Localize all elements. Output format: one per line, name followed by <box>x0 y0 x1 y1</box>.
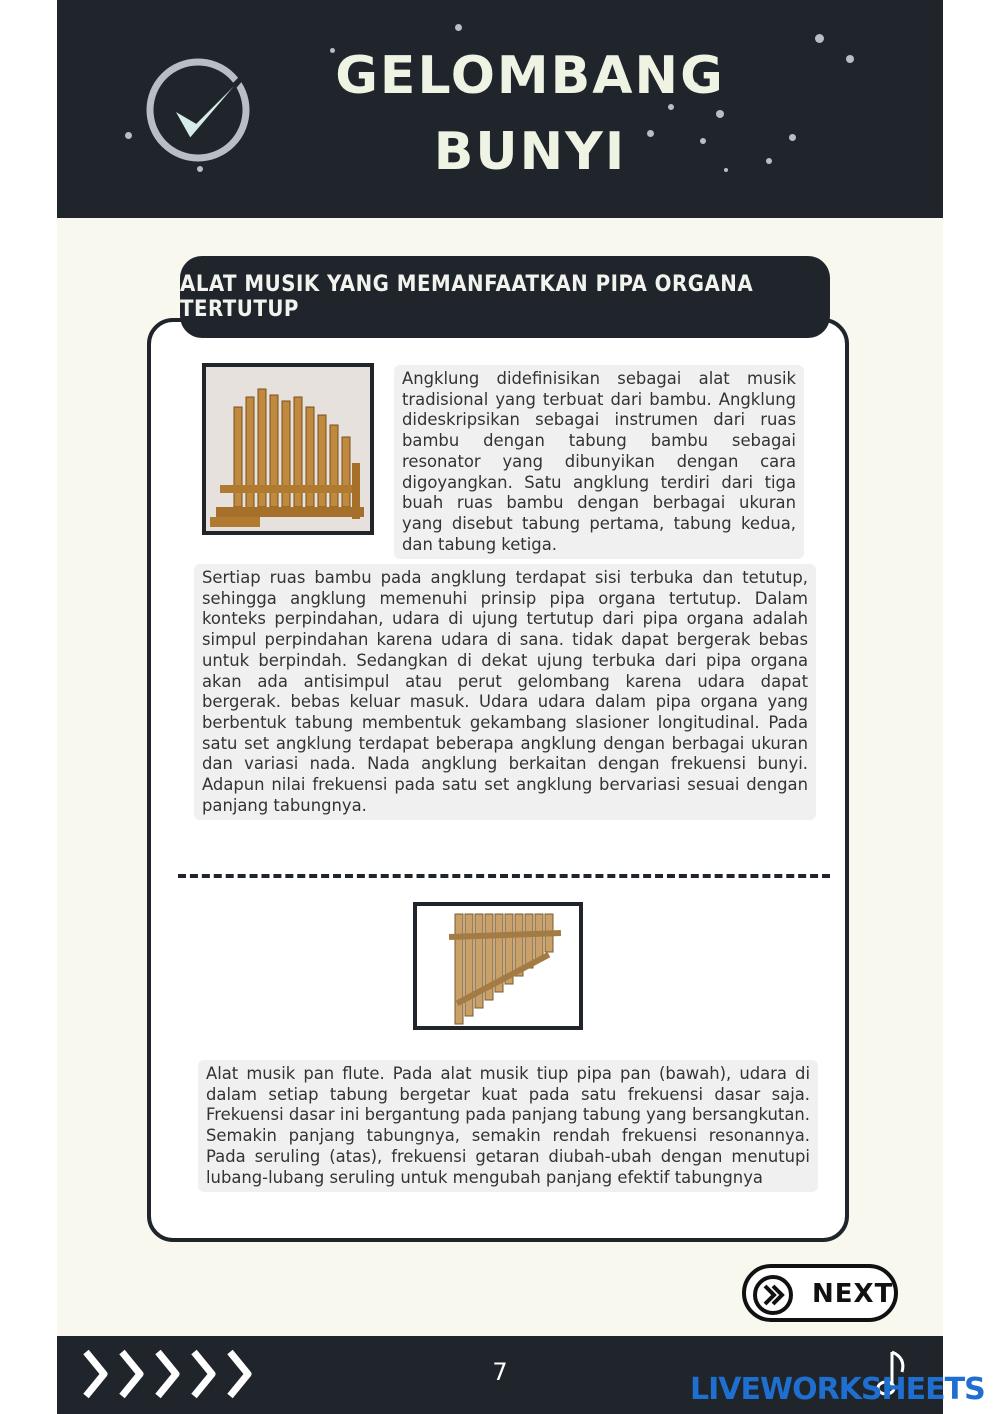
checkmark-icon <box>140 52 270 172</box>
chevrons-decoration-icon <box>80 1346 260 1402</box>
angklung-image <box>202 363 374 535</box>
decor-star <box>846 55 854 63</box>
decor-star <box>125 132 132 139</box>
watermark-text: LIVEWORKSHEETS <box>690 1372 985 1407</box>
section-heading <box>180 256 830 338</box>
decor-star <box>766 158 772 164</box>
next-button-label: NEXT <box>812 1279 894 1309</box>
decor-star <box>815 34 824 43</box>
angklung-paragraph-2: Sertiap ruas bambu pada angklung terdapat sisi terbuka dan tetutup, sehingga angklung memenuhi prinsip pipa organa tertutup. Dalam konteks perpindahan, udara di ujung tertutup dari pipa organa adalah simpul perpindahan karena udara di sana. tidak dapat bergerak bebas untuk berpindah. Sedangkan di dekat ujung terbuka dari pipa organa akan ada antisimpul atau perut gelombang karena udara dapat bergerak. bebas keluar masuk. Udara udara dalam pipa organa yang berbentuk tabung membentuk gekambang slasioner longitudinal. Pada satu set angklung terdapat beberapa angklung dengan berbagai ukuran dan variasi nada. Nada angklung berkaitan dengan frekuensi bunyi. Adapun nilai frekuensi pada satu set angklung bervariasi sesuai dengan panjang tabungnya. <box>194 564 816 820</box>
title-line-1: GELOMBANG <box>335 46 725 106</box>
decor-star <box>789 134 796 141</box>
section-heading-text: ALAT MUSIK YANG MEMANFAATKAN PIPA ORGANA TERTUTUP <box>180 272 754 322</box>
page-number: 7 <box>492 1358 508 1386</box>
liveworksheets-watermark <box>690 1372 985 1407</box>
next-button[interactable] <box>742 1264 898 1322</box>
decor-star <box>455 24 462 31</box>
angklung-illustration <box>206 367 370 531</box>
page-title <box>300 38 760 190</box>
panflute-image <box>413 902 583 1030</box>
double-chevron-right-icon <box>752 1274 794 1316</box>
panflute-paragraph: Alat musik pan flute. Pada alat musik tiup pipa pan (bawah), udara di dalam setiap tabung bergetar kuat pada satu frekuensi dasar saja. Frekuensi dasar ini bergantung pada panjang tabung yang bersangkutan. Semakin panjang tabungnya, semakin rendah frekuensi resonannya. Pada seruling (atas), frekuensi getaran diubah-ubah dengan menutupi lubang-lubang seruling untuk mengubah panjang efektif tabungnya <box>198 1060 818 1192</box>
panflute-illustration <box>417 906 579 1026</box>
divider <box>178 874 830 878</box>
angklung-paragraph-1: Angklung didefinisikan sebagai alat musik tradisional yang terbuat dari bambu. Angklung dideskripsikan sebagai instrumen dari ruas bambu dengan tabung bambu sebagai resonator yang dibunyikan dengan cara digoyangkan. Satu angklung terdiri dari tiga buah ruas bambu dengan berbagai ukuran yang disebut tabung pertama, tabung kedua, dan tabung ketiga. <box>394 365 804 559</box>
title-line-2: BUNYI <box>433 122 627 182</box>
